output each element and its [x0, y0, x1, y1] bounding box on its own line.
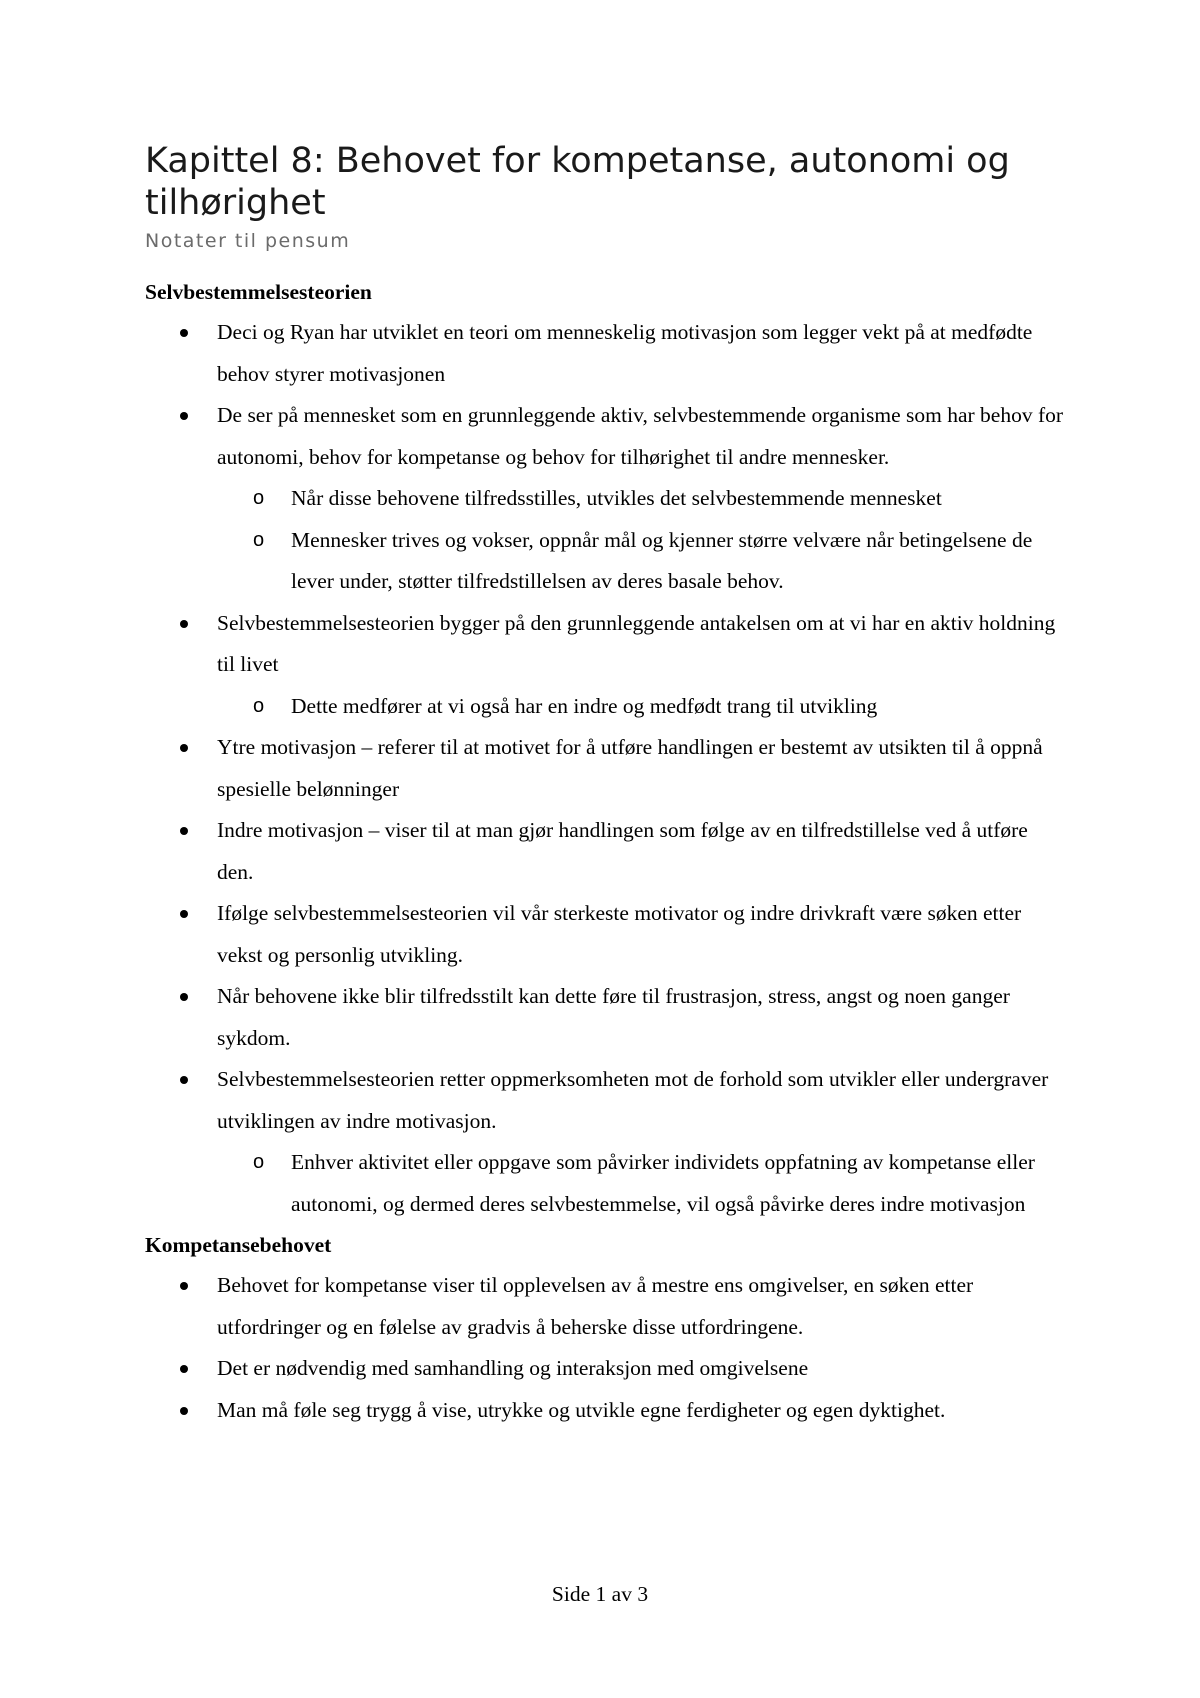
list-item-text: Når behovene ikke blir tilfredsstilt kan dette føre til frustrasjon, stress, angst og noen ganger sykdom.	[217, 984, 1010, 1050]
page-title: Kapittel 8: Behovet for kompetanse, autonomi og tilhørighet	[145, 141, 1010, 223]
list-item-text: Man må føle seg trygg å vise, utrykke og utvikle egne ferdigheter og egen dyktighet.	[217, 1397, 946, 1422]
sub-list-item	[253, 478, 1065, 520]
bullet-dot-icon	[180, 329, 188, 337]
section-selvbestemmelsesteorien	[145, 272, 1065, 1225]
sub-bullet-list	[217, 1142, 1065, 1225]
document-body	[145, 272, 1065, 1431]
page-footer: Side 1 av 3	[551, 1582, 649, 1606]
bullet-dot-icon	[180, 744, 188, 752]
bullet-dot-icon	[180, 1407, 188, 1415]
list-item-text: Deci og Ryan har utviklet en teori om menneskelig motivasjon som legger vekt på at medfødte behov styrer motivasjonen	[217, 320, 1033, 386]
circle-bullet-icon: o	[253, 528, 265, 551]
sub-list-item-text: Når disse behovene tilfredsstilles, utvikles det selvbestemmende mennesket	[291, 486, 942, 510]
list-item	[217, 976, 1065, 1059]
bullet-dot-icon	[180, 827, 188, 835]
bullet-dot-icon	[180, 620, 188, 628]
list-item-text: Det er nødvendig med samhandling og interaksjon med omgivelsene	[217, 1356, 809, 1380]
sub-list-item-text: Dette medfører at vi også har en indre og medfødt trang til utvikling	[291, 693, 878, 718]
list-item	[217, 603, 1065, 728]
section-heading: Selvbestemmelsesteorien	[145, 280, 372, 304]
list-item-text: Ifølge selvbestemmelsesteorien vil vår sterkeste motivator og indre drivkraft være søken etter vekst og personlig utvikling.	[217, 901, 1022, 967]
list-item	[217, 810, 1065, 893]
sub-list-item-text: Mennesker trives og vokser, oppnår mål og kjenner større velvære når betingelsene de lever under, støtter tilfredstillelsen av deres basale behov.	[291, 527, 1033, 593]
sub-list-item-text: Enhver aktivitet eller oppgave som påvirker individets oppfatning av kompetanse eller autonomi, og dermed deres selvbestemmelse, vil også påvirke deres indre motivasjon	[291, 1150, 1035, 1216]
list-item	[217, 1059, 1065, 1225]
list-item	[217, 727, 1065, 810]
list-item	[217, 1348, 1065, 1390]
sub-bullet-list	[217, 686, 1065, 728]
bullet-dot-icon	[180, 1365, 188, 1373]
list-item-text: Ytre motivasjon – referer til at motivet for å utføre handlingen er bestemt av utsikten til å oppnå spesielle belønninger	[217, 735, 1043, 801]
circle-bullet-icon: o	[253, 694, 265, 717]
list-item	[217, 893, 1065, 976]
bullet-dot-icon	[180, 1076, 188, 1084]
section-heading: Kompetansebehovet	[145, 1233, 332, 1257]
bullet-dot-icon	[180, 910, 188, 918]
circle-bullet-icon: o	[253, 487, 265, 509]
list-item	[217, 1265, 1065, 1348]
bullet-dot-icon	[180, 1282, 188, 1290]
list-item	[217, 1390, 1065, 1432]
circle-bullet-icon: o	[253, 1151, 265, 1173]
list-item	[217, 395, 1065, 603]
list-item-text: Behovet for kompetanse viser til opplevelsen av å mestre ens omgivelser, en søken etter utfordringer og en følelse av gradvis å beherske disse utfordringene.	[217, 1273, 974, 1339]
sub-bullet-list	[217, 478, 1065, 603]
sub-list-item	[253, 520, 1065, 603]
bullet-dot-icon	[180, 993, 188, 1001]
list-item-text: De ser på mennesket som en grunnleggende aktiv, selvbestemmende organisme som har behov for autonomi, behov for kompetanse og behov for tilhørighet til andre mennesker.	[217, 403, 1064, 469]
list-item-text: Selvbestemmelsesteorien retter oppmerksomheten mot de forhold som utvikler eller undergraver utviklingen av indre motivasjon.	[217, 1067, 1049, 1133]
bullet-list	[145, 312, 1065, 1225]
sub-list-item	[253, 686, 1065, 728]
page-subtitle: Notater til pensum	[145, 230, 351, 252]
list-item	[217, 312, 1065, 395]
list-item-text: Selvbestemmelsesteorien bygger på den grunnleggende antakelsen om at vi har en aktiv holdning til livet	[217, 610, 1056, 676]
section-kompetansebehovet	[145, 1225, 1065, 1431]
list-item-text: Indre motivasjon – viser til at man gjør handlingen som følge av en tilfredstillelse ved å utføre den.	[217, 818, 1028, 884]
sub-list-item	[253, 1142, 1065, 1225]
bullet-dot-icon	[180, 412, 188, 420]
bullet-list	[145, 1265, 1065, 1431]
